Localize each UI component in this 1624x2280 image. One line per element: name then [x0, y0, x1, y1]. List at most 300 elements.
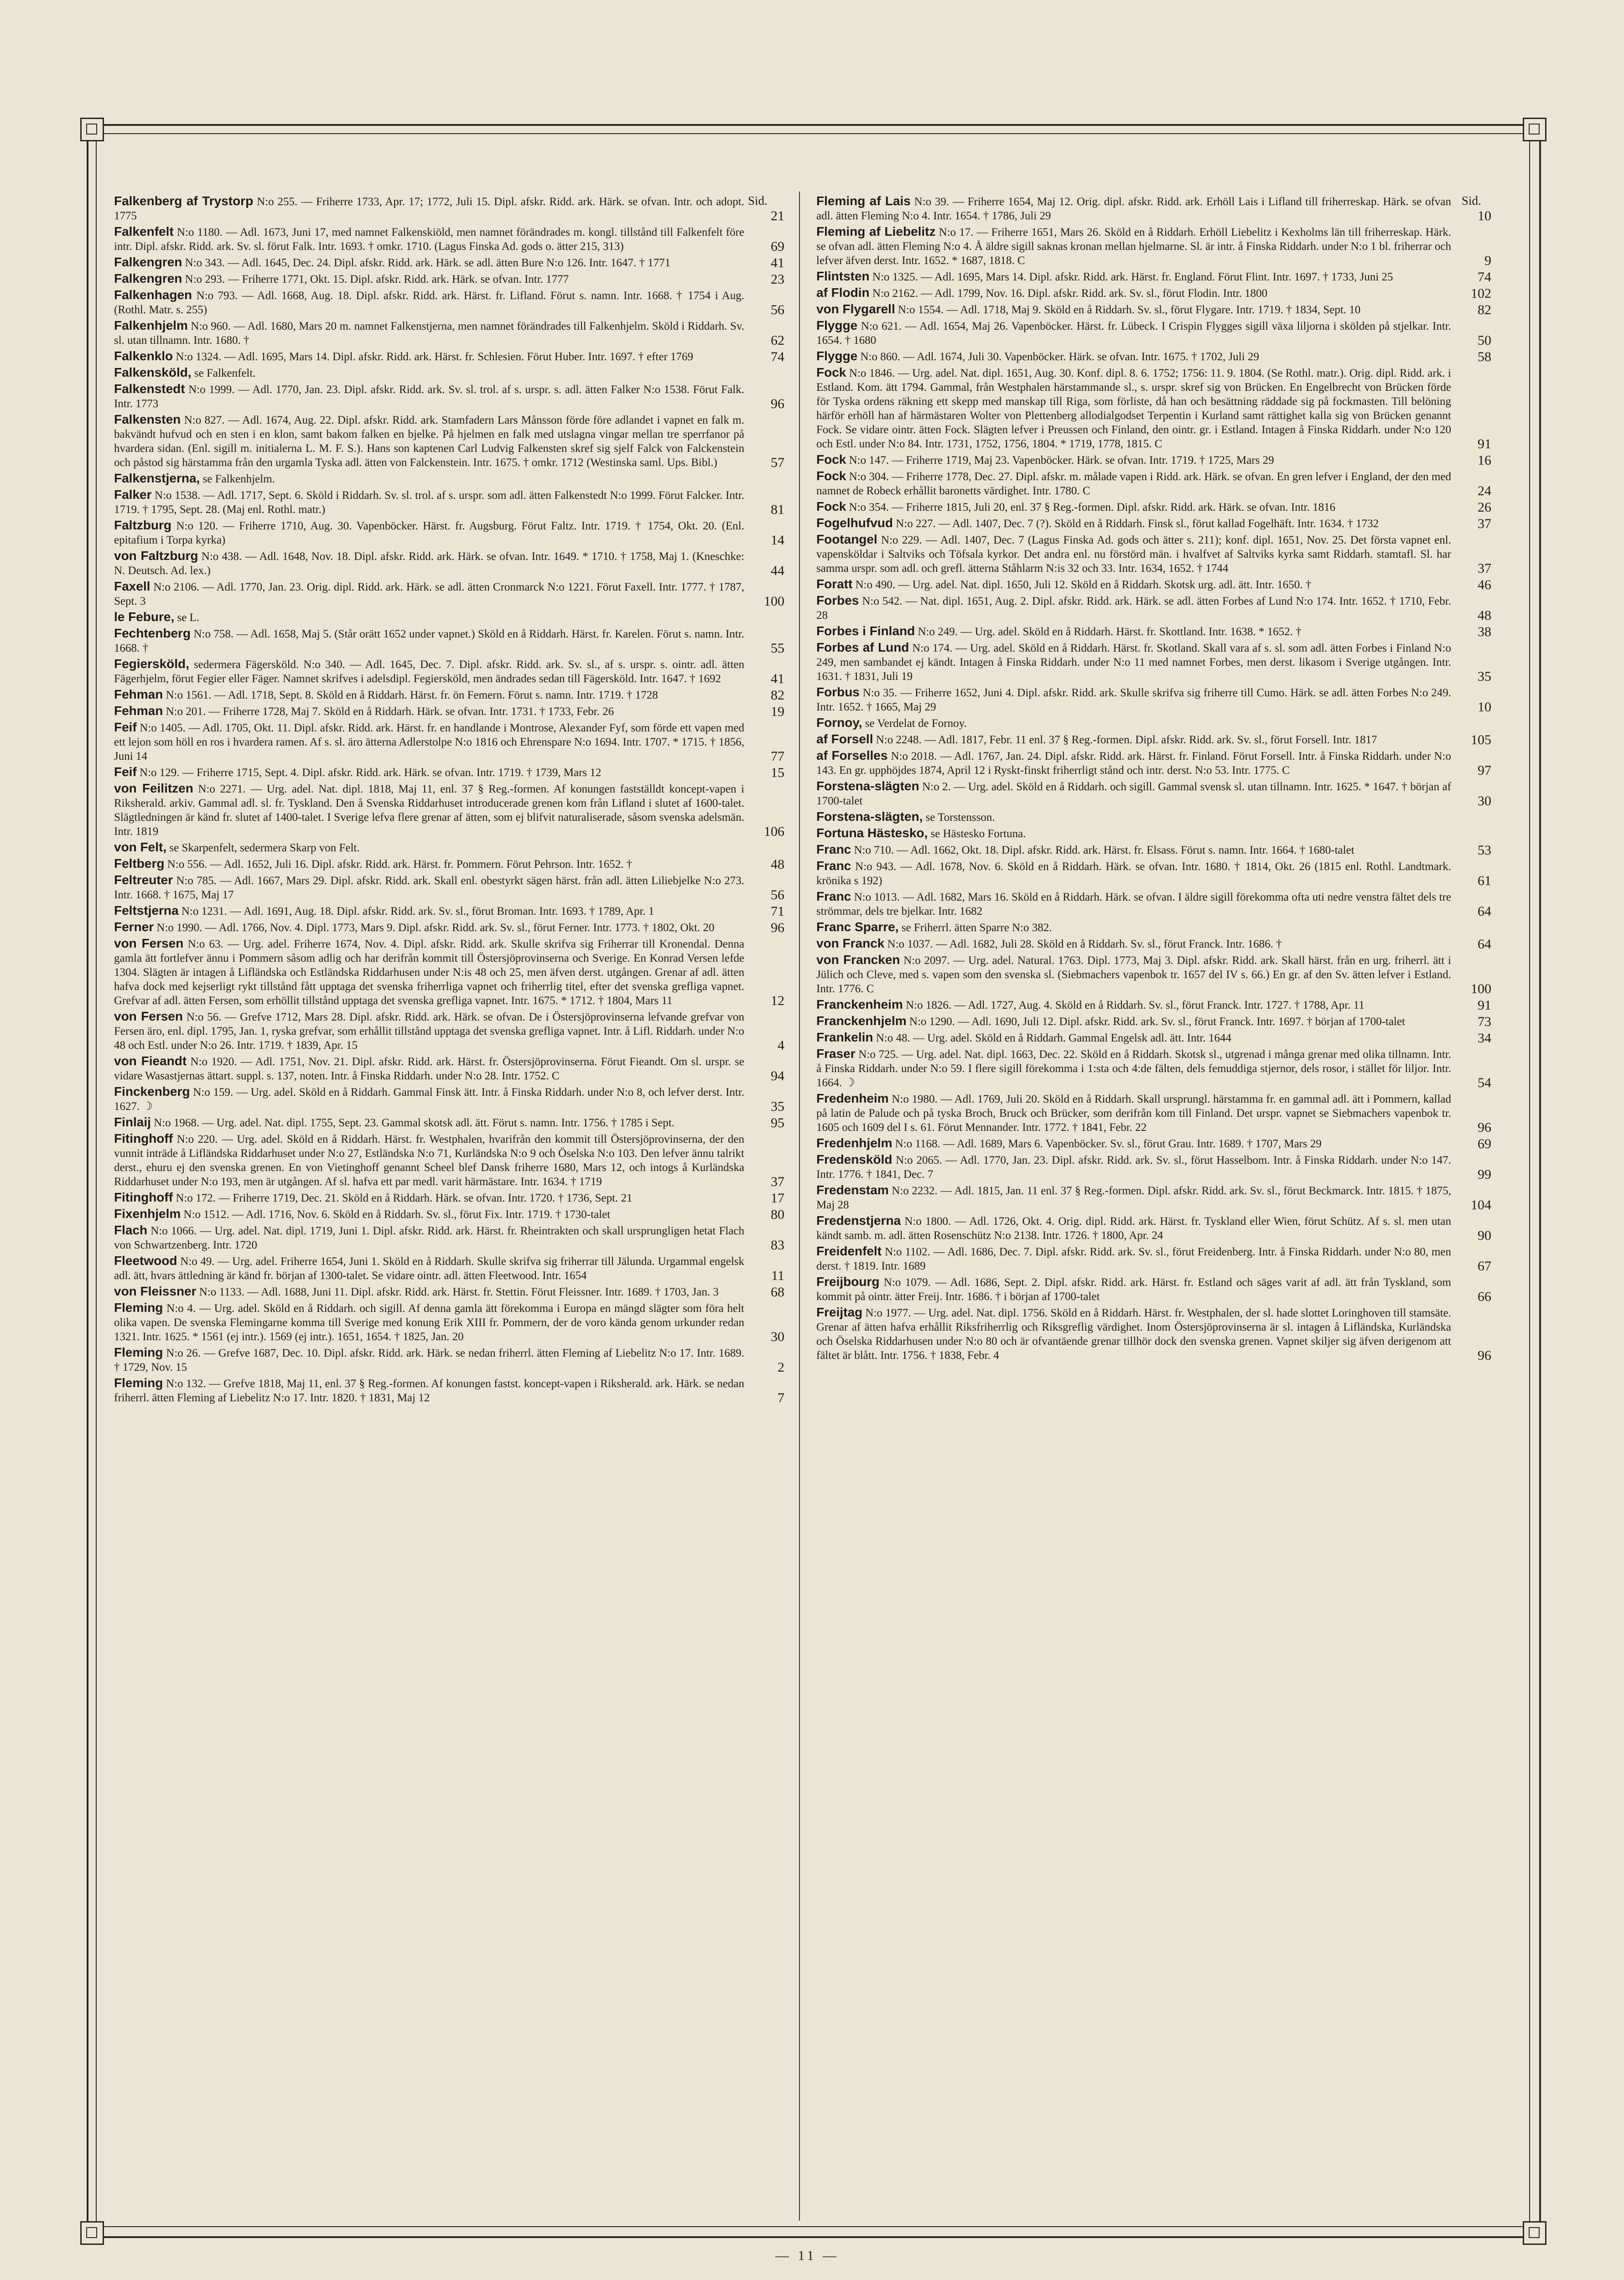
entry-text: N:o 1554. — Adl. 1718, Maj 9. Sköld en å Riddarh. Sv. sl., förut Flygare. Intr. 1719. † 1834, Sept. 10	[898, 304, 1361, 316]
entry-name: Falkenberg af Trystorp	[114, 194, 254, 208]
entry-text: N:o 1846. — Urg. adel. Nat. dipl. 1651, Aug. 30. Konf. dipl. 8. 6. 1752; 1756: 11. 9. 1804. (Se Rothl. matr.). Orig. dipl. Ridd. ark. i Estland. Kom. ätt 1794. Gammal, från Westphalen härstammande sl., s. urspr. skref sig von Brücken. En Engelbrecht von Brücken förde för Tyska ordens räkning ett skepp med manskap till Riga, som förliste, då han och besättning räddade sig på fockmasten. Till belöning härför erhöll han af härmästaren Wolter von Plettenberg allodialgodset Terpentin i Kurland samt rättighet kalla sig von Brücken genannt Fock. Se vidare ointr. ätten Fock. Slägten lefver i Preussen och Finland, den ointr. gr. i Estland. Intagen å Finska Riddarh. under N:o 120 och Estl. under N:o 84. Intr. 1731, 1752, 1756, 1804. * 1719, 1778, 1815. C	[816, 367, 1451, 450]
entry-name: von Flygarell	[816, 302, 895, 316]
register-entry	[816, 826, 1491, 841]
register-entry	[114, 1115, 784, 1130]
entry-text: N:o 1980. — Adl. 1769, Juli 20. Sköld en å Riddarh. Skall ursprungl. härstamma fr. en gammal adl. ätt i Pommern, kallad på latin de Palude och på tyska Broch, Bruck och Brücker, som derifrån kom till Finland. Det urspr. vapnet se Siebmachers vapenbok tr. 1605 och 1609 del I s. 61. Förut Mennander. Intr. 1772. † 1841, Febr. 22	[816, 1093, 1451, 1134]
entry-text: se Falkenfelt.	[194, 367, 256, 379]
register-entry	[114, 765, 784, 780]
entry-page-number: 30	[1478, 793, 1491, 808]
register-entry	[114, 1207, 784, 1222]
column-divider	[799, 192, 800, 2221]
register-entry	[816, 349, 1491, 364]
entry-name: Freijbourg	[816, 1275, 880, 1289]
entry-page-number: 26	[1478, 500, 1491, 515]
entry-page-number: 10	[1478, 700, 1491, 715]
entry-page-number: 58	[1478, 349, 1491, 364]
register-entry	[816, 285, 1491, 301]
entry-page-number: 91	[1478, 998, 1491, 1013]
entry-name: Falkenstedt	[114, 382, 185, 396]
entry-name: Fredenheim	[816, 1091, 889, 1105]
register-entry	[114, 1301, 784, 1344]
entry-text: N:o 354. — Friherre 1815, Juli 20, enl. 37 § Reg.-formen. Dipl. afskr. Ridd. ark. Härk. se ofvan. Intr. 1816	[849, 501, 1336, 513]
register-entry	[816, 593, 1491, 622]
entry-page-number: 35	[771, 1099, 784, 1114]
entry-page-number: 100	[764, 594, 784, 609]
entry-name: von Fleissner	[114, 1284, 197, 1298]
register-entry	[114, 1009, 784, 1052]
entry-name: Forstena-slägten,	[816, 809, 923, 824]
register-entry	[114, 903, 784, 918]
entry-name: Fredenhjelm	[816, 1136, 892, 1150]
entry-name: Falkenstjerna,	[114, 471, 200, 485]
register-entry	[816, 1047, 1491, 1090]
entry-name: af Forselles	[816, 748, 888, 762]
entry-name: Falkensköld,	[114, 365, 192, 379]
entry-text: N:o 438. — Adl. 1648, Nov. 18. Dipl. afskr. Ridd. ark. Härk. se ofvan. Intr. 1649. * 1710. † 1758, Maj 1. (Kneschke: N. Deutsch. Ad. lex.)	[114, 550, 744, 577]
entry-name: von Felt,	[114, 840, 167, 854]
register-entry	[816, 302, 1491, 317]
entry-page-number: 55	[771, 641, 784, 656]
entry-name: Faltzburg	[114, 518, 171, 532]
register-entry	[114, 255, 784, 270]
entry-name: Fock	[816, 452, 846, 466]
entry-page-number: 37	[1478, 516, 1491, 531]
entry-text: N:o 2. — Urg. adel. Sköld en å Riddarh. och sigill. Gammal svensk sl. utan tillnamn. Intr. 1625. * 1647. † början af 1700-talet	[816, 781, 1451, 807]
entry-text: N:o 1538. — Adl. 1717, Sept. 6. Sköld i Riddarh. Sv. sl. trol. af s. urspr. som adl. ätten Falkenstedt N:o 1999. Förut Falcker. Intr. 1719. † 1795, Sept. 28. (Maj enl. Rothl. matr.)	[114, 489, 745, 516]
entry-page-number: 82	[771, 688, 784, 703]
entry-name: von Fersen	[114, 1009, 183, 1023]
register-entry	[114, 936, 784, 1008]
entry-page-number: 81	[771, 502, 784, 517]
entry-page-number: 57	[771, 455, 784, 470]
entry-text: N:o 1977. — Urg. adel. Nat. dipl. 1756. Sköld en å Riddarh. Härst. fr. Westphalen, der sl. hade slottet Loringhoven till stamsäte. Grenar af ätten hafva erhållit Riksfriherrlig och Riksgreflig värdighet. Inom Östersjöprovinserna är sl. intagen å Lifländska, Kurländska och Öselska Riddarhusen under N:o 80 och är ofvantäende grenar tillhör dock den svenska grenen. Vapnet skiljer sig äfven derigenom att fältet är blått. Intr. 1756. † 1838, Febr. 4	[816, 1307, 1452, 1362]
entry-text: N:o 2106. — Adl. 1770, Jan. 23. Orig. dipl. Ridd. ark. Härk. se adl. ätten Cronmarck N:o 1221. Förut Faxell. Intr. 1777. † 1787, Sept. 3	[114, 581, 744, 607]
entry-page-number: 41	[771, 671, 784, 686]
entry-page-number: 12	[771, 993, 784, 1008]
entry-text: N:o 793. — Adl. 1668, Aug. 18. Dipl. afskr. Ridd. ark. Härst. fr. Lifland. Förut s. namn. Intr. 1668. † 1754 i Aug. (Rothl. Matr. s. 255)	[114, 290, 745, 316]
entry-page-number: 105	[1471, 732, 1491, 747]
entry-page-number: 74	[1478, 269, 1491, 285]
entry-name: Flintsten	[816, 269, 870, 283]
entry-name: von Fersen	[114, 936, 184, 950]
entry-page-number: 41	[771, 255, 784, 270]
register-entry	[114, 382, 784, 411]
register-entry	[816, 640, 1491, 684]
register-entry	[816, 194, 1491, 223]
entry-text: N:o 229. — Adl. 1407, Dec. 7 (Lagus Finska Ad. gods och ätter s. 211); konf. dipl. 1651, Nov. 25. Det första vapnet enl. vapensköldar i Saltviks och Töfsala kyrkor. Det andra enl. nu förstörd män. i hvalfvet af Saltviks kyrka samt Riddarh. stamtafl. Sl. har samma urspr. som adl. och grefl. ätterna Ståhlarm N:is 32 och 33. Intr. 1634, 1652. † 1744	[816, 534, 1452, 575]
entry-text: se Verdelat de Fornoy.	[865, 717, 967, 730]
page-column-header: Sid.	[1462, 194, 1481, 207]
entry-name: Franc	[816, 889, 851, 903]
entry-name: af Forsell	[816, 732, 873, 746]
entry-text: N:o 1512. — Adl. 1716, Nov. 6. Sköld en å Riddarh. Sv. sl., förut Fix. Intr. 1719. † 1730-talet	[183, 1208, 611, 1221]
entry-text: N:o 1168. — Adl. 1689, Mars 6. Vapenböcker. Sv. sl., förut Grau. Intr. 1689. † 1707, Mars 29	[895, 1138, 1322, 1150]
entry-name: Feltreuter	[114, 873, 173, 887]
entry-name: Falkensten	[114, 412, 181, 426]
register-entry	[114, 1254, 784, 1283]
register-entry	[114, 487, 784, 517]
entry-text: se Falkenhjelm.	[202, 473, 275, 485]
entry-name: Fleetwood	[114, 1254, 177, 1268]
entry-name: Frankelin	[816, 1030, 873, 1044]
entry-name: Falker	[114, 487, 152, 502]
entry-name: Fraser	[816, 1047, 856, 1061]
entry-text: N:o 1290. — Adl. 1690, Juli 12. Dipl. afskr. Ridd. ark. Sv. sl., förut Franck. Intr. 1697. † början af 1700-talet	[909, 1016, 1406, 1028]
entry-text: N:o 129. — Friherre 1715, Sept. 4. Dipl. afskr. Ridd. ark. Härk. se ofvan. Intr. 1719. † 1739, Mars 12	[140, 767, 602, 779]
entry-text: N:o 710. — Adl. 1662, Okt. 18. Dipl. afskr. Ridd. ark. Härst. fr. Elsass. Förut s. namn. Intr. 1664. † 1680-talet	[854, 844, 1354, 856]
register-entry	[114, 518, 784, 547]
entry-page-number: 56	[771, 302, 784, 317]
register-entry	[816, 889, 1491, 918]
entry-name: Fleming af Lais	[816, 194, 911, 208]
entry-text: N:o 1826. — Adl. 1727, Aug. 4. Sköld en å Riddarh. Sv. sl., förut Franck. Intr. 1727. † 1788, Apr. 11	[906, 999, 1365, 1011]
entry-page-number: 77	[771, 749, 784, 764]
entry-text: N:o 2248. — Adl. 1817, Febr. 11 enl. 37 § Reg.-formen. Dipl. afskr. Ridd. ark. Sv. sl., förut Forsell. Intr. 1817	[876, 734, 1377, 746]
entry-name: Finckenberg	[114, 1084, 190, 1099]
entry-page-number: 24	[1478, 483, 1491, 498]
register-entry	[816, 715, 1491, 731]
entry-page-number: 96	[771, 396, 784, 411]
register-entry	[816, 1091, 1491, 1135]
entry-text: N:o 860. — Adl. 1674, Juli 30. Vapenböcker. Härk. se ofvan. Intr. 1675. † 1702, Juli 29	[860, 351, 1259, 363]
entry-name: Fornoy,	[816, 715, 862, 730]
entry-text: N:o 227. — Adl. 1407, Dec. 7 (?). Sköld en å Riddarh. Finsk sl., förut kallad Fogelhäft. Intr. 1634. † 1732	[896, 518, 1379, 530]
entry-text: N:o 2162. — Adl. 1799, Nov. 16. Dipl. afskr. Ridd. ark. Sv. sl., förut Flodin. Intr. 1800	[872, 287, 1268, 300]
register-entry	[816, 469, 1491, 498]
register-entry	[816, 224, 1491, 268]
register-entry	[114, 1376, 784, 1405]
entry-page-number: 73	[1478, 1014, 1491, 1029]
register-entry	[816, 859, 1491, 888]
register-entry	[114, 840, 784, 855]
register-entry	[816, 365, 1491, 451]
register-entry	[114, 412, 784, 470]
entry-page-number: 10	[1478, 208, 1491, 223]
register-entry	[816, 516, 1491, 531]
entry-text: N:o 2271. — Urg. adel. Nat. dipl. 1818, Maj 11, enl. 37 § Reg.-formen. Af konungen fastställdt koncept-vapen i Riksherald. arkiv. Gammal adl. sl. fr. Tyskland. Den å Svenska Riddarhuset introducerade grenen kom från Lifland i slutet af 1600-talet. Slägtledningen är känd fr. slutet af 1400-talet. I Sverige lefva flere grenar af ätten, som ej blifvit naturaliserade, såsom svenska adelsmän. Intr. 1819	[114, 783, 744, 838]
entry-name: von Feilitzen	[114, 781, 193, 795]
register-entry	[114, 1284, 784, 1299]
entry-name: Falkengren	[114, 271, 182, 285]
register-entry	[114, 349, 784, 364]
register-entry	[816, 269, 1491, 284]
page-number: — 11 —	[775, 2248, 839, 2263]
page-column-header: Sid.	[748, 194, 768, 207]
entry-page-number: 96	[1478, 1120, 1491, 1135]
entry-page-number: 54	[1478, 1075, 1491, 1090]
entry-text: N:o 1102. — Adl. 1686, Dec. 7. Dipl. afskr. Ridd. ark. Sv. sl., förut Freidenberg. Intr. å Finska Riddarh. under N:o 80, men derst. † 1819. Intr. 1689	[816, 1246, 1452, 1272]
register-entry	[114, 687, 784, 702]
entry-name: Fredensköld	[816, 1152, 892, 1166]
entry-page-number: 53	[1478, 843, 1491, 858]
entry-page-number: 99	[1478, 1167, 1491, 1182]
entry-name: Feif	[114, 765, 137, 779]
entry-text: se Skarpenfelt, sedermera Skarp von Felt.	[169, 842, 360, 854]
entry-page-number: 11	[771, 1268, 784, 1283]
entry-text: N:o 343. — Adl. 1645, Dec. 24. Dipl. afskr. Ridd. ark. Härk. se adl. ätten Bure N:o 126. Intr. 1647. † 1771	[185, 257, 671, 269]
entry-name: Forbes i Finland	[816, 624, 915, 638]
entry-page-number: 69	[771, 239, 784, 254]
entry-name: Ferner	[114, 920, 154, 934]
entry-page-number: 17	[771, 1191, 784, 1206]
entry-page-number: 50	[1478, 333, 1491, 348]
entry-page-number: 37	[771, 1174, 784, 1189]
entry-page-number: 4	[778, 1038, 784, 1053]
entry-page-number: 90	[1478, 1228, 1491, 1243]
entry-name: Franckenheim	[816, 997, 903, 1011]
entry-name: von Fieandt	[114, 1054, 187, 1068]
entry-name: Falkenklo	[114, 349, 173, 363]
entry-text: N:o 220. — Urg. adel. Sköld en å Riddarh. Härst. fr. Westphalen, hvarifrån den kommit till Östersjöprovinserna, der den vunnit inträde å Lifländska Riddarhuset under N:o 27, Estländska N:o 71, Kurländska N:o 9 och Öselska N:o 103. Den lefver ännu talrikt derst., ehuru ej den svenska grenen. En von Vietinghoff genannt Scheel blef Dansk friherre 1680, Mars 12, och intogs å Kurländska Riddarhuset under N:o 193, men är utgången. Af sl. hafva ett par medl. varit härmästare. Intr. 1634. † 1719	[114, 1133, 745, 1188]
register-entry	[114, 1345, 784, 1374]
entry-page-number: 74	[771, 349, 784, 364]
register-entry	[114, 1054, 784, 1083]
entry-page-number: 48	[1478, 608, 1491, 623]
entry-name: Freidenfelt	[816, 1244, 882, 1258]
entry-text: N:o 1561. — Adl. 1718, Sept. 8. Sköld en å Riddarh. Härst. fr. ön Femern. Förut s. namn. Intr. 1719. † 1728	[166, 689, 658, 701]
entry-page-number: 23	[771, 272, 784, 287]
register-entry	[114, 549, 784, 578]
entry-page-number: 66	[1478, 1289, 1491, 1304]
entry-page-number: 64	[1478, 937, 1491, 952]
register-entry	[816, 318, 1491, 347]
entry-text: N:o 827. — Adl. 1674, Aug. 22. Dipl. afskr. Ridd. ark. Stamfadern Lars Månsson förde före adlandet i vapnet en falk m. bakvändt hufvud och en sten i en klon, samt bakom falken en bjelke. På hjelmen en falk med utslagna vingar mellan tre sperrfanor på hvardera sidan. (Enl. sigill m. initialerna L. M. F. S.). Hans son kaptenen Carl Ludvig Falkensten skref sig sjelf Falck von Falckenstein och påstod sig härstamma från den urgamla Tyska adl. ätten von Falckenstein. Intr. 1675. † omkr. 1712 (Westinska saml. Ups. Bibl.)	[114, 414, 744, 469]
entry-page-number: 38	[1478, 624, 1491, 639]
register-entry	[114, 288, 784, 317]
entry-page-number: 83	[771, 1238, 784, 1253]
entry-text: N:o 1013. — Adl. 1682, Mars 16. Sköld en å Riddarh. Härk. se ofvan. I äldre sigill förekomma ofta uti nedre venstra fältet dels tre strömmar, dels tre bjelkar. Intr. 1682	[816, 891, 1451, 917]
entry-text: N:o 1968. — Urg. adel. Nat. dipl. 1755, Sept. 23. Gammal skotsk adl. ätt. Förut s. namn. Intr. 1756. † 1785 i Sept.	[154, 1117, 675, 1129]
entry-page-number: 91	[1478, 436, 1491, 451]
register-entry	[816, 936, 1491, 951]
entry-page-number: 16	[1478, 453, 1491, 468]
register-entry	[114, 704, 784, 719]
entry-page-number: 71	[771, 904, 784, 919]
entry-text: N:o 1066. — Urg. adel. Nat. dipl. 1719, Juni 1. Dipl. afskr. Ridd. ark. Härst. fr. Rheintrakten och skall ursprungligen hetat Flach von Schwartzenberg. Intr. 1720	[114, 1225, 744, 1251]
entry-page-number: 35	[1478, 669, 1491, 684]
entry-name: Fleming	[114, 1376, 163, 1390]
register-entry	[114, 194, 784, 223]
entry-name: Fleming af Liebelitz	[816, 224, 936, 238]
entry-text: N:o 120. — Friherre 1710, Aug. 30. Vapenböcker. Härst. fr. Augsburg. Förut Faltz. Intr. 1719. † 1754, Okt. 20. (Enl. epitafium i Torpa kyrka)	[114, 520, 744, 546]
register-entry	[816, 732, 1491, 747]
entry-name: Flygge	[816, 318, 858, 332]
entry-name: Foratt	[816, 577, 853, 591]
entry-name: von Franck	[816, 936, 885, 950]
entry-text: N:o 147. — Friherre 1719, Maj 23. Vapenböcker. Härk. se ofvan. Intr. 1719. † 1725, Mars 29	[849, 454, 1274, 466]
register-entry	[816, 685, 1491, 714]
entry-name: Falkengren	[114, 255, 182, 269]
entry-page-number: 95	[771, 1115, 784, 1130]
entry-name: Feif	[114, 720, 137, 734]
register-entry	[114, 856, 784, 871]
entry-name: le Febure,	[114, 610, 175, 624]
entry-text: N:o 960. — Adl. 1680, Mars 20 m. namnet Falkenstjerna, men namnet förändrades till Falkenhjelm. Sköld i Riddarh. Sv. sl. utan tillnamn. Intr. 1680. †	[114, 320, 744, 347]
entry-text: N:o 172. — Friherre 1719, Dec. 21. Sköld en å Riddarh. Härk. se ofvan. Intr. 1720. † 1736, Sept. 21	[176, 1192, 633, 1204]
entry-text: N:o 39. — Friherre 1654, Maj 12. Orig. dipl. afskr. Ridd. ark. Erhöll Lais i Lifland till friherreskap. Härk. se ofvan adl. ätten Fleming N:o 4. Intr. 1654. † 1786, Juli 29	[816, 196, 1451, 222]
entry-name: Flygge	[816, 349, 858, 363]
entry-page-number: 2	[778, 1360, 784, 1375]
register-entry	[114, 781, 784, 839]
entry-text: N:o 2232. — Adl. 1815, Jan. 11 enl. 37 § Reg.-formen. Dipl. afskr. Ridd. ark. Sv. sl., förut Beckmarck. Intr. 1815. † 1875, Maj 28	[816, 1185, 1451, 1211]
register-entry	[114, 1223, 784, 1252]
register-entry	[816, 452, 1491, 467]
register-entry	[816, 842, 1491, 857]
entry-page-number: 96	[771, 920, 784, 935]
entry-page-number: 102	[1471, 286, 1491, 301]
entry-text: N:o 48. — Urg. adel. Sköld en å Riddarh. Gammal Engelsk adl. ätt. Intr. 1644	[876, 1032, 1232, 1044]
entry-name: Franc Sparre,	[816, 920, 899, 934]
register-entry	[816, 1014, 1491, 1029]
register-entry	[816, 499, 1491, 514]
register-entry	[114, 873, 784, 902]
entry-name: Fehman	[114, 704, 163, 718]
entry-page-number: 69	[1478, 1136, 1491, 1151]
right-column	[816, 194, 1491, 2218]
entry-page-number: 48	[771, 857, 784, 872]
entry-text: N:o 943. — Adl. 1678, Nov. 6. Sköld en å Riddarh. Härk. se ofvan. Intr. 1680. † 1814, Okt. 26 (1815 enl. Rothl. Landtmark. krönika s 192)	[816, 860, 1451, 887]
entry-text: N:o 159. — Urg. adel. Sköld en å Riddarh. Gammal Finsk ätt. Intr. å Finska Riddarh. under N:o 8, och lefver derst. Intr. 1627. ☽	[114, 1086, 745, 1113]
entry-text: N:o 725. — Urg. adel. Nat. dipl. 1663, Dec. 22. Sköld en å Riddarh. Skotsk sl., utgrenad i många grenar med olika tillnamn. Intr. å Finska Riddarh. under N:o 59. I flere sigill förekomma i 1:sta och 4:de fälten, dels femuddiga stjernor, dels rosor, i stället för liljor. Intr. 1664. ☽	[816, 1048, 1452, 1089]
register-entry	[114, 579, 784, 608]
entry-text: N:o 1180. — Adl. 1673, Juni 17, med namnet Falkenskiöld, men namnet förändrades m. kongl. tillstånd till Falkenfelt före intr. Dipl. afskr. Ridd. ark. Sv. sl. förut Falk. Intr. 1693. † omkr. 1710. (Lagus Finska Ad. gods o. ätter 215, 313)	[114, 226, 745, 253]
entry-name: von Francken	[816, 953, 900, 967]
entry-name: Fock	[816, 365, 846, 379]
entry-name: af Flodin	[816, 285, 870, 300]
entry-name: Fleming	[114, 1345, 163, 1359]
entry-text: N:o 1079. — Adl. 1686, Sept. 2. Dipl. afskr. Ridd. ark. Härst. fr. Estland och säges varit af adl. ätt från Tyskland, som kommit på ointr. ätter Freij. Intr. 1686. † i början af 1700-talet	[816, 1276, 1452, 1303]
entry-name: Falkenfelt	[114, 224, 174, 238]
register-entry	[816, 1275, 1491, 1304]
entry-text: N:o 758. — Adl. 1658, Maj 5. (Står orätt 1652 under vapnet.) Sköld en å Riddarh. Härst. fr. Karelen. Förut s. namn. Intr. 1668. †	[114, 628, 745, 654]
entry-name: Fechtenberg	[114, 626, 191, 640]
entry-page-number: 94	[771, 1068, 784, 1083]
entry-name: Freijtag	[816, 1305, 863, 1319]
entry-text: N:o 1999. — Adl. 1770, Jan. 23. Dipl. afskr. Ridd. ark. Sv. sl. trol. af s. urspr. s. adl. ätten Falker N:o 1538. Förut Falk. Intr. 1773	[114, 383, 745, 410]
register-entry	[816, 1152, 1491, 1181]
entry-page-number: 37	[1478, 561, 1491, 576]
register-entry	[114, 1084, 784, 1114]
entry-name: Flach	[114, 1223, 148, 1237]
register-entry	[816, 920, 1491, 935]
register-entry	[816, 809, 1491, 824]
entry-text: N:o 542. — Nat. dipl. 1651, Aug. 2. Dipl. afskr. Ridd. ark. Härk. se adl. ätten Forbes af Lund N:o 174. Intr. 1652. † 1710, Febr. 28	[816, 595, 1452, 622]
register-entry	[114, 1131, 784, 1189]
entry-text: N:o 35. — Friherre 1652, Juni 4. Dipl. afskr. Ridd. ark. Skulle skrifva sig friherre till Cumo. Härk. se adl. ätten Forbes N:o 249. Intr. 1652. † 1665, Maj 29	[816, 687, 1452, 713]
entry-text: N:o 490. — Urg. adel. Nat. dipl. 1650, Juli 12. Sköld en å Riddarh. Skotsk urg. adl. ätt. Intr. 1650. †	[855, 579, 1312, 591]
entry-text: N:o 293. — Friherre 1771, Okt. 15. Dipl. afskr. Ridd. ark. Härk. se ofvan. Intr. 1777	[185, 273, 569, 285]
entry-page-number: 68	[771, 1285, 784, 1300]
register-entry	[816, 1136, 1491, 1151]
register-entry	[114, 1190, 784, 1205]
entry-text: N:o 1324. — Adl. 1695, Mars 14. Dipl. afskr. Ridd. ark. Härst. fr. Schlesien. Förut Huber. Intr. 1697. † efter 1769	[176, 351, 694, 363]
entry-page-number: 44	[771, 563, 784, 578]
register-entry	[816, 997, 1491, 1012]
entry-text: N:o 249. — Urg. adel. Sköld en å Riddarh. Härst. fr. Skottland. Intr. 1638. * 1652. †	[918, 626, 1302, 638]
entry-name: Franc	[816, 859, 851, 873]
register-entry	[114, 318, 784, 347]
register-entry	[816, 1030, 1491, 1045]
border-corner-ornament	[80, 2221, 104, 2245]
entry-page-number: 21	[771, 208, 784, 223]
entry-text: N:o 1920. — Adl. 1751, Nov. 21. Dipl. afskr. Ridd. ark. Härst. fr. Östersjöprovinserna. Förut Fieandt. Om sl. urspr. se vidare Wasastjernas ättart. suppl. s. 137, noten. Intr. å Finska Riddarh. under N:o 28. Intr. 1752. C	[114, 1056, 745, 1082]
register-entry	[114, 720, 784, 763]
entry-name: Forstena-slägten	[816, 779, 919, 793]
entry-name: Forbus	[816, 685, 860, 699]
entry-text: N:o 1231. — Adl. 1691, Aug. 18. Dipl. afskr. Ridd. ark. Sv. sl., förut Broman. Intr. 1693. † 1789, Apr. 1	[181, 905, 654, 917]
entry-text: N:o 621. — Adl. 1654, Maj 26. Vapenböcker. Härst. fr. Lübeck. I Crispin Flygges sigill växa liljorna i skölden på stjelkar. Intr. 1654. † 1680	[816, 320, 1452, 347]
border-corner-ornament	[1523, 2221, 1546, 2245]
register-entry	[114, 626, 784, 655]
entry-page-number: 64	[1478, 904, 1491, 919]
entry-text: se Friherrl. ätten Sparre N:o 382.	[901, 922, 1052, 934]
entry-text: N:o 132. — Grefve 1818, Maj 11, enl. 37 § Reg.-formen. Af konungen fastst. koncept-vapen i Riksherald. ark. Härk. se nedan friherrl. ätten Fleming af Liebelitz N:o 17. Intr. 1820. † 1831, Maj 12	[114, 1378, 744, 1404]
register-entry	[816, 779, 1491, 808]
left-column	[114, 194, 784, 2218]
entry-text: N:o 304. — Friherre 1778, Dec. 27. Dipl. afskr. m. målade vapen i Ridd. ark. Härk. se ofvan. En gren lefver i England, der den med namnet de Robeck erhållit baronetts värdighet. Intr. 1780. C	[816, 471, 1451, 497]
entry-name: Fehman	[114, 687, 163, 701]
register-entry	[816, 748, 1491, 777]
entry-name: Fitinghoff	[114, 1131, 173, 1145]
entry-text: N:o 1133. — Adl. 1688, Juni 11. Dipl. afskr. Ridd. ark. Härst. fr. Stettin. Förut Fleissner. Intr. 1689. † 1703, Jan. 3	[199, 1286, 719, 1298]
entry-page-number: 46	[1478, 577, 1491, 592]
entry-name: Footangel	[816, 532, 877, 546]
register-entry	[114, 920, 784, 935]
entry-text: N:o 556. — Adl. 1652, Juli 16. Dipl. afskr. Ridd. ark. Härst. fr. Pommern. Förut Pehrson. Intr. 1652. †	[167, 858, 633, 871]
entry-name: Fegiersköld,	[114, 657, 189, 671]
entry-name: Forbes	[816, 593, 859, 607]
entry-page-number: 61	[1478, 873, 1491, 888]
register-entry	[114, 224, 784, 254]
register-entry	[816, 577, 1491, 592]
entry-name: Falkenhagen	[114, 288, 192, 302]
entry-page-number: 56	[771, 887, 784, 902]
entry-text: N:o 255. — Friherre 1733, Apr. 17; 1772, Juli 15. Dipl. afskr. Ridd. ark. Härk. se ofvan. Intr. och adopt. 1775	[114, 196, 744, 222]
entry-name: Falkenhjelm	[114, 318, 188, 332]
register-entry	[114, 471, 784, 486]
entry-text: se Torstensson.	[925, 811, 995, 824]
entry-text: N:o 2097. — Urg. adel. Natural. 1763. Dipl. 1773, Maj 3. Dipl. afskr. Ridd. ark. Skall härst. från en urg. friherrl. ätt i Jülich och Cleve, med s. vapen som den svenska sl. (Siebmachers vapenbok tr. 1657 del IV s. 66.) En gr. af den Sv. ätten lefver i Estland. Intr. 1776. C	[816, 954, 1451, 995]
register-entry	[114, 365, 784, 380]
entry-name: Faxell	[114, 579, 150, 593]
entry-text: N:o 1990. — Adl. 1766, Nov. 4. Dipl. 1773, Mars 9. Dipl. afskr. Ridd. ark. Sv. sl., förut Ferner. Intr. 1773. † 1802, Okt. 20	[156, 922, 715, 934]
entry-page-number: 80	[771, 1207, 784, 1222]
register-entry	[816, 1305, 1491, 1363]
entry-name: Fock	[816, 499, 846, 513]
entry-page-number: 34	[1478, 1031, 1491, 1046]
entry-page-number: 9	[1484, 253, 1491, 268]
register-entry	[816, 1244, 1491, 1273]
entry-name: von Faltzburg	[114, 549, 198, 563]
entry-name: Feltberg	[114, 856, 165, 871]
entry-page-number: 7	[778, 1390, 784, 1405]
register-entry	[816, 1213, 1491, 1243]
entry-text: N:o 1405. — Adl. 1705, Okt. 11. Dipl. afskr. Ridd. ark. Härst. fr. en handlande i Montrose, Alexander Fyf, som förde ett vapen med ett lejon som höll en ros i hvardera ramen. Af s. sl. äro ätterna Adlerstolpe N:o 1816 och Ehrenspare N:o 1694. Intr. 1707. * 1715. † 1856, Juni 14	[114, 722, 744, 762]
entry-name: Franc	[816, 842, 851, 856]
entry-text: N:o 4. — Urg. adel. Sköld en å Riddarh. och sigill. Af denna gamla ätt förekomma i Europa en mängd slägter som föra helt olika vapen. De svenska Flemingarne komma till Sverige med konung Erik XIII fr. Pommern, der de voro kända genom urkunder redan 1321. Intr. 1625. * 1561 (ej intr.). 1569 (ej intr.). 1651, 1654. † 1825, Jan. 20	[114, 1302, 744, 1343]
entry-text: N:o 2018. — Adl. 1767, Jan. 24. Dipl. afskr. Ridd. ark. Härst. fr. Finland. Förut Forsell. Intr. å Finska Riddarh. under N:o 143. En gr. upphöjdes 1874, April 12 i Ryskt-finskt friherrligt stånd och intr. derst. N:o 53. Intr. 1775. C	[816, 750, 1452, 777]
entry-name: Fock	[816, 469, 846, 483]
border-corner-ornament	[80, 118, 104, 141]
entry-text: N:o 17. — Friherre 1651, Mars 26. Sköld en å Riddarh. Erhöll Liebelitz i Kexholms län till friherreskap. Härk. se ofvan adl. ätten Fleming N:o 4. Å äldre sigill saknas kronan mellan hjelmarne. Sl. är intr. å Finska Riddarh. under N:o 1 bl. friherrar och lefver äfven derst. Intr. 1652. * 1687, 1818. C	[816, 226, 1452, 267]
entry-name: Fleming	[114, 1301, 163, 1315]
entry-name: Fredenstjerna	[816, 1213, 901, 1228]
entry-page-number: 62	[771, 333, 784, 348]
entry-text: N:o 1800. — Adl. 1726, Okt. 4. Orig. dipl. Ridd. ark. Härst. fr. Tyskland eller Wien, förut Schütz. Af s. sl. men utan kändt samb. m. adl. ätten Rosenschütz N:o 2138. Intr. 1726. † 1800, Apr. 24	[816, 1215, 1452, 1242]
entry-name: Forbes af Lund	[816, 640, 909, 654]
entry-page-number: 82	[1478, 302, 1491, 317]
register-entry	[114, 657, 784, 686]
